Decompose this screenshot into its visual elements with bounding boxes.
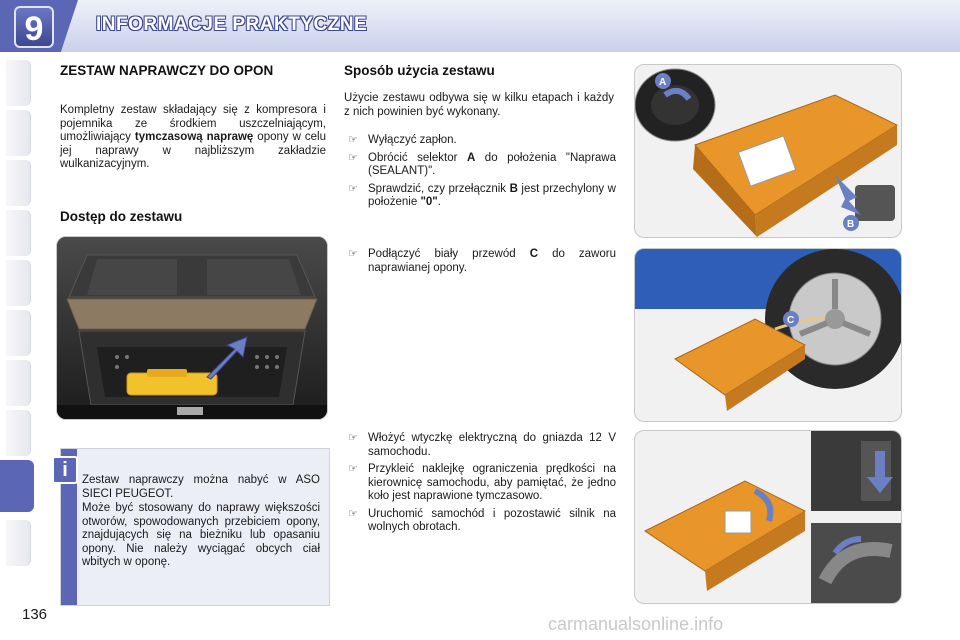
label-a: A <box>659 77 667 88</box>
label-b: B <box>847 219 855 230</box>
intro-emphasis: tymczasową naprawę <box>134 131 254 143</box>
section-title: ZESTAW NAPRAWCZY DO OPON <box>60 63 274 78</box>
index-tab[interactable] <box>6 410 31 456</box>
index-tab-active[interactable] <box>0 460 34 512</box>
intro-text: Kompletny zestaw składający się z kompresora i pojemnika ze środkiem uszczelniającym, umożliwiający <box>60 104 326 143</box>
watermark: carmanualsonline.info <box>548 614 724 634</box>
index-tab[interactable] <box>6 520 31 566</box>
index-tab[interactable] <box>6 310 31 356</box>
usage-heading: Sposób użycia zestawu <box>344 63 495 78</box>
index-tab[interactable] <box>6 60 31 106</box>
index-tab[interactable] <box>6 160 31 206</box>
usage-intro: Użycie zestawu odbywa się w kilku etapach i każdy z nich powinien być wykonany. <box>344 92 614 118</box>
hand-pointer-icon: ☞ <box>348 507 358 520</box>
step-item <box>344 152 616 179</box>
index-tab[interactable] <box>6 210 31 256</box>
step-text: Uruchomić samochód i pozostawić silnik na wolnych obrotach. <box>368 507 616 533</box>
step-emphasis: C <box>529 248 539 260</box>
step-emphasis-2: "0" <box>420 196 438 208</box>
step-item <box>344 134 616 148</box>
info-icon: i <box>52 456 78 484</box>
socket-and-sticker-figure <box>634 430 902 604</box>
kit-selector-figure <box>634 64 902 238</box>
step-item <box>344 463 616 504</box>
chapter-title: INFORMACJE PRAKTYCZNE <box>96 14 368 35</box>
step-text: Włożyć wtyczkę elektryczną do gniazda 12 V samochodu. <box>368 432 616 458</box>
step-text-mid: jest przechylony w położenie <box>368 182 616 208</box>
step-text: Obrócić selektor <box>368 151 467 164</box>
hand-pointer-icon: ☞ <box>348 134 358 146</box>
chapter-number: 9 <box>14 6 54 48</box>
hand-pointer-icon: ☞ <box>348 463 358 475</box>
hand-pointer-icon: ☞ <box>348 182 358 195</box>
step-item <box>344 183 616 210</box>
tyre-connection-figure <box>634 248 902 422</box>
info-text-1: Zestaw naprawczy można nabyć w ASO SIECI PEUGEOT. <box>82 474 320 500</box>
hand-pointer-icon: ☞ <box>348 248 358 260</box>
label-c: C <box>787 315 795 326</box>
step-emphasis: B <box>509 182 518 195</box>
hand-pointer-icon: ☞ <box>348 151 358 164</box>
step-text: Przykleić naklejkę ograniczenia prędkości na kierownicę samochodu, aby pamiętać, że jedno koło jest naprawione tymczasowo. <box>368 463 616 502</box>
step-text-end: do położenia "Naprawa (SEALANT)". <box>368 151 616 177</box>
steps-list-c <box>344 432 616 539</box>
index-tab[interactable] <box>6 360 31 406</box>
step-item <box>344 508 616 535</box>
page-number: 136 <box>22 606 48 623</box>
index-tab[interactable] <box>6 110 31 156</box>
intro-text-end: opony w celu jej naprawy w najbliższym zakładzie wulkanizacyjnym. <box>60 131 326 170</box>
socket-illustration <box>635 431 901 603</box>
step-emphasis: A <box>466 151 476 164</box>
step-text: Sprawdzić, czy przełącznik <box>368 182 510 195</box>
tyre-illustration <box>635 249 901 421</box>
step-item <box>344 248 616 275</box>
kit-illustration <box>635 65 901 237</box>
step-item <box>344 432 616 459</box>
access-heading: Dostęp do zestawu <box>60 209 183 224</box>
info-text-2: Może być stosowany do naprawy większości otworów, spowodowanych przebiciem opony, znajdujących się na bieżniku lub opasaniu opony. Nie należy wyciągać obcych ciał wbitych w oponę. <box>82 502 320 568</box>
steps-list-a <box>344 134 616 214</box>
hand-pointer-icon: ☞ <box>348 432 358 444</box>
step-text: Podłączyć biały przewód <box>368 248 530 260</box>
index-tab[interactable] <box>6 260 31 306</box>
step-text-end: do zaworu naprawianej opony. <box>368 248 616 274</box>
side-index-rail <box>0 60 34 580</box>
trunk-illustration <box>57 237 327 419</box>
intro-paragraph <box>60 104 326 172</box>
steps-list-b <box>344 248 616 279</box>
step-text: Wyłączyć zapłon. <box>368 134 457 146</box>
trunk-image <box>56 236 328 420</box>
step-text-end: . <box>437 196 441 208</box>
